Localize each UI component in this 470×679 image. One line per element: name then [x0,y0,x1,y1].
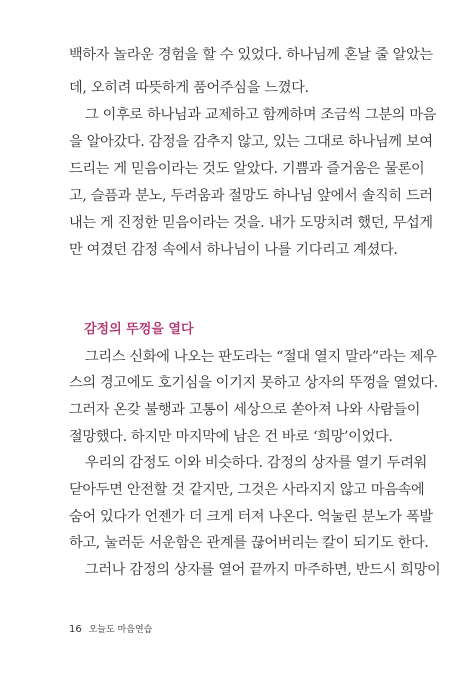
body-text-line: 을 알아갔다. 감정을 감추지 않고, 있는 그대로 하나님께 보여 [69,134,433,150]
body-text-line: 그러자 온갖 불행과 고통이 세상으로 쏟아져 나와 사람들이 [69,402,421,418]
body-text-line: 닫아두면 안전할 것 같지만, 그것은 사라지지 않고 마음속에 [69,482,425,498]
body-text-line: 절망했다. 하지만 마지막에 남은 건 바로 ‘희망’이었다. [69,429,393,445]
body-text-line: 고, 슬픔과 분노, 두려움과 절망도 하나님 앞에서 솔직히 드러 [69,188,433,204]
body-text-line: 백하자 놀라운 경험을 할 수 있었다. 하나님께 혼날 줄 알았는 [69,47,433,63]
body-text-line: 그러나 감정의 상자를 열어 끝까지 마주하면, 반드시 희망이 [85,562,441,578]
body-text-line: 그 이후로 하나님과 교제하고 함께하며 조금씩 그분의 마음 [85,107,437,123]
body-text-line: 하고, 눌러둔 서운함은 관계를 끊어버리는 칼이 되기도 한다. [69,535,429,551]
body-text-line: 그리스 신화에 나오는 판도라는 “절대 열지 말라”라는 제우 [85,349,437,365]
body-text-line: 드리는 게 믿음이라는 것도 알았다. 기쁨과 즐거움은 물론이 [69,161,425,177]
body-text-line: 내는 게 진정한 믿음이라는 것을. 내가 도망치려 했던, 무섭게 [69,215,433,231]
running-title: 오늘도 마음연습 [88,625,153,635]
body-text-line: 숨어 있다가 언젠가 더 크게 터져 나온다. 억눌린 분노가 폭발 [69,509,433,525]
section-heading: 감정의 뚜껑을 열다 [84,322,194,337]
body-text-line: 우리의 감정도 이와 비슷하다. 감정의 상자를 열기 두려워 [85,455,427,471]
body-text-line: 스의 경고에도 호기심을 이기지 못하고 상자의 뚜껑을 열었다. [69,375,438,391]
body-text-line: 데, 오히려 따뜻하게 품어주심을 느꼈다. [69,80,309,96]
page-footer [69,622,152,635]
page-number: 16 [69,624,82,635]
body-text-line: 만 여겼던 감정 속에서 하나님이 나를 기다리고 계셨다. [69,242,398,258]
